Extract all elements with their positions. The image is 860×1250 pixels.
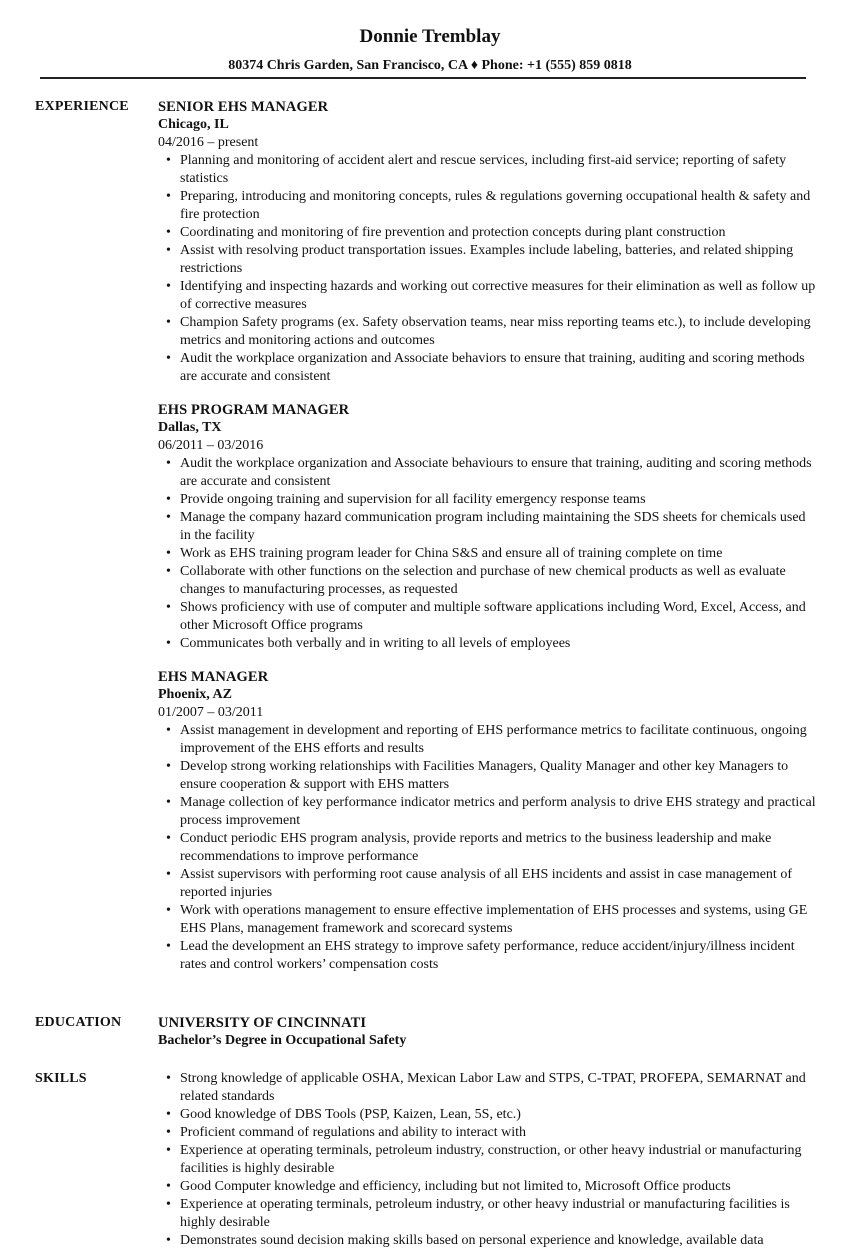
job-bullets	[158, 455, 818, 653]
job-title: SENIOR EHS MANAGER	[158, 99, 329, 115]
bullet-item: • Work as EHS training program leader for China S&S and ensure all of training complete on time	[180, 545, 818, 563]
bullet-item: • Preparing, introducing and monitoring concepts, rules & regulations governing occupational health & safety and fire protection	[180, 188, 818, 224]
experience-list	[158, 98, 818, 989]
job-title: EHS MANAGER	[158, 669, 269, 685]
skills-body	[158, 1070, 818, 1250]
job-location: Dallas, TX	[158, 420, 222, 435]
skill-item: • Demonstrates sound decision making skills based on personal experience and knowledge, available data	[180, 1232, 818, 1250]
contact-line: 80374 Chris Garden, San Francisco, CA ♦ Phone: +1 (555) 859 0818	[228, 58, 632, 73]
school-name: UNIVERSITY OF CINCINNATI	[158, 1015, 367, 1031]
education-body	[158, 1014, 818, 1050]
bullet-item: • Lead the development an EHS strategy to improve safety performance, reduce accident/injury/illness incident rates and control workers’ compensation costs	[180, 938, 818, 974]
skill-item: • Experience at operating terminals, petroleum industry, construction, or other heavy industrial or manufacturing facilities is highly desirable	[180, 1142, 818, 1178]
resume-header	[0, 26, 860, 75]
job-bullets	[158, 152, 818, 386]
job-location: Phoenix, AZ	[158, 687, 232, 702]
section-label-education: EDUCATION	[35, 1015, 122, 1030]
skill-item: • Strong knowledge of applicable OSHA, Mexican Labor Law and STPS, C-TPAT, PROFEPA, SEMARNAT and related standards	[180, 1070, 818, 1106]
degree: Bachelor’s Degree in Occupational Safety	[158, 1033, 407, 1048]
skill-item: • Good knowledge of DBS Tools (PSP, Kaizen, Lean, 5S, etc.)	[180, 1106, 818, 1124]
candidate-name: Donnie Tremblay	[359, 26, 501, 47]
job-bullets	[158, 722, 818, 974]
job-title: EHS PROGRAM MANAGER	[158, 402, 350, 418]
bullet-item: • Manage collection of key performance indicator metrics and perform analysis to drive EHS strategy and practical process improvement	[180, 794, 818, 830]
job-entry	[158, 98, 818, 386]
header-divider	[40, 77, 806, 79]
job-entry	[158, 401, 818, 653]
skill-item: • Experience at operating terminals, petroleum industry, or other heavy industrial or manufacturing facilities is highly desirable	[180, 1196, 818, 1232]
bullet-item: • Provide ongoing training and supervision for all facility emergency response teams	[180, 491, 818, 509]
bullet-item: • Identifying and inspecting hazards and working out corrective measures for their elimination as well as follow up of corrective measures	[180, 278, 818, 314]
bullet-item: • Shows proficiency with use of computer and multiple software applications including Word, Excel, Access, and other Microsoft Office programs	[180, 599, 818, 635]
skill-item: • Proficient command of regulations and ability to interact with	[180, 1124, 818, 1142]
bullet-item: • Champion Safety programs (ex. Safety observation teams, near miss reporting teams etc.), to include developing metrics and monitoring actions and outcomes	[180, 314, 818, 350]
bullet-item: • Assist with resolving product transportation issues. Examples include labeling, batteries, and related shipping restrictions	[180, 242, 818, 278]
bullet-item: • Planning and monitoring of accident alert and rescue services, including first-aid service; reporting of safety statistics	[180, 152, 818, 188]
skills-list	[158, 1070, 818, 1250]
job-dates: 04/2016 – present	[158, 135, 259, 150]
bullet-item: • Develop strong working relationships with Facilities Managers, Quality Manager and other key Managers to ensure cooperation & support with EHS matters	[180, 758, 818, 794]
bullet-item: • Coordinating and monitoring of fire prevention and protection concepts during plant construction	[180, 224, 818, 242]
job-entry	[158, 668, 818, 974]
bullet-item: • Work with operations management to ensure effective implementation of EHS processes and systems, using GE EHS Plans, management framework and scorecard systems	[180, 902, 818, 938]
bullet-item: • Audit the workplace organization and Associate behaviors to ensure that training, auditing and scoring methods are accurate and consistent	[180, 350, 818, 386]
section-label-skills: SKILLS	[35, 1071, 87, 1086]
skill-item: • Good Computer knowledge and efficiency, including but not limited to, Microsoft Office products	[180, 1178, 818, 1196]
section-label-experience: EXPERIENCE	[35, 99, 129, 114]
job-location: Chicago, IL	[158, 117, 229, 132]
bullet-item: • Collaborate with other functions on the selection and purchase of new chemical products as well as evaluate changes to manufacturing processes, as requested	[180, 563, 818, 599]
bullet-item: • Assist supervisors with performing root cause analysis of all EHS incidents and assist in case management of reported injuries	[180, 866, 818, 902]
bullet-item: • Conduct periodic EHS program analysis, provide reports and metrics to the business leadership and make recommendations to improve performance	[180, 830, 818, 866]
job-dates: 01/2007 – 03/2011	[158, 705, 264, 720]
bullet-item: • Communicates both verbally and in writing to all levels of employees	[180, 635, 818, 653]
bullet-item: • Assist management in development and reporting of EHS performance metrics to facilitate continuous, ongoing improvement of the EHS efforts and results	[180, 722, 818, 758]
bullet-item: • Manage the company hazard communication program including maintaining the SDS sheets for chemicals used in the facility	[180, 509, 818, 545]
bullet-item: • Audit the workplace organization and Associate behaviours to ensure that training, auditing and scoring methods are accurate and consistent	[180, 455, 818, 491]
job-dates: 06/2011 – 03/2016	[158, 438, 264, 453]
